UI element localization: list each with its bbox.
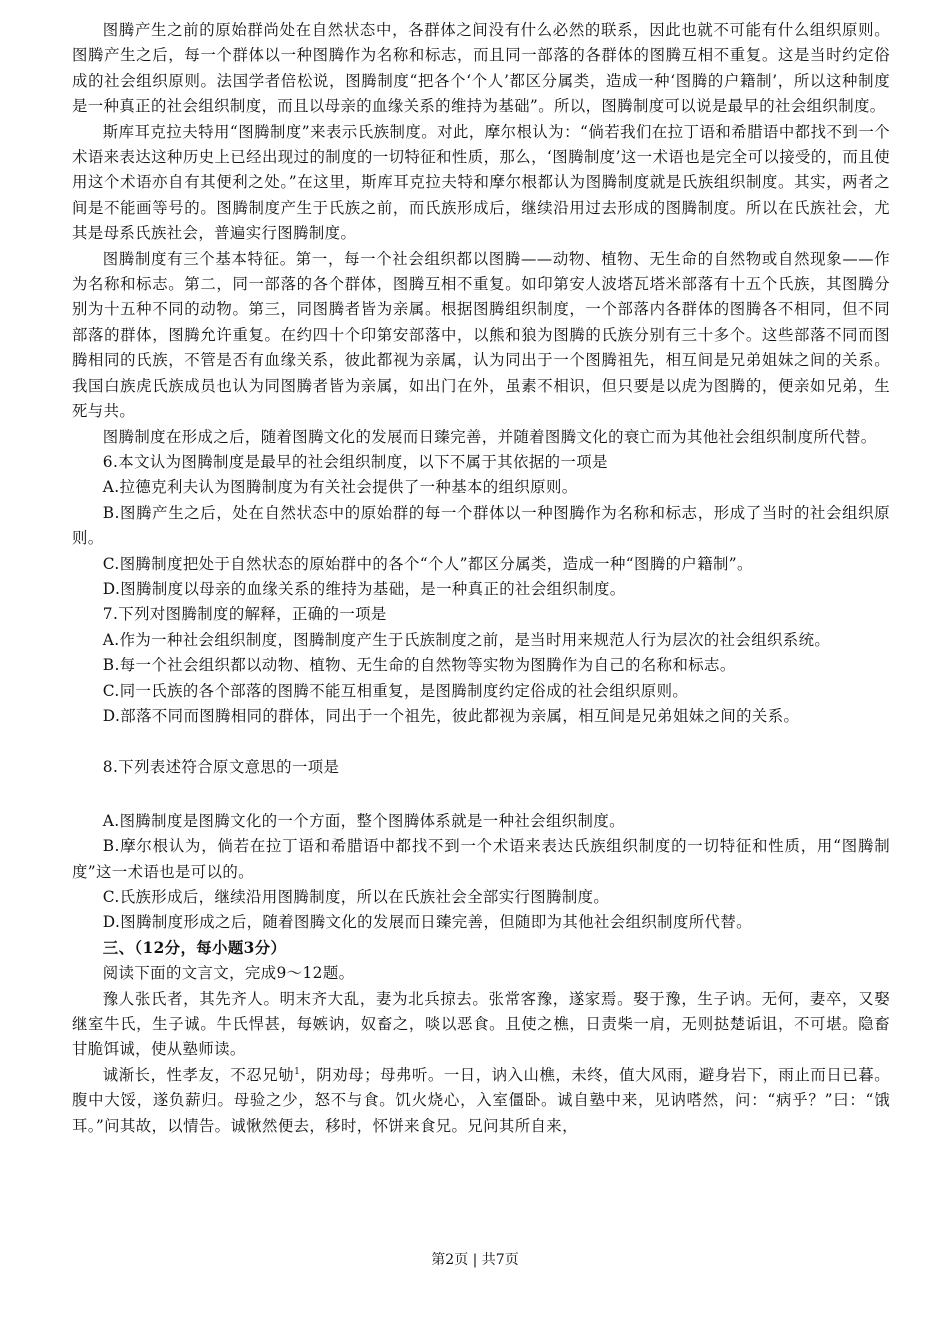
question-8-option-c: C.氏族形成后，继续沿用图腾制度，所以在氏族社会全部实行图腾制度。 — [102, 888, 610, 906]
page-footer: 第2页 | 共7页 — [431, 1252, 519, 1268]
question-7-option-d: D.部落不同而图腾相同的群体，同出于一个祖先，彼此都视为亲属，相互间是兄弟姐妹之间的关系。 — [102, 706, 800, 725]
article-paragraph-3: 图腾制度有三个基本特征。第一，每一个社会组织都以图腾——动物、植物、无生命的自然物或自然现象——作为名称和标志。第二，同一部落的各个群体，图腾互相不重复。如印第安人波塔瓦塔米部落有十五个氏族，其图腾分别为十五种不同的动物。第三，同图腾者皆为亲属。根据图腾组织制度，一个部落内各群体的图腾各不相同，但不同部落的群体，图腾允许重复。在约四十个印第安部落中，以熊和狼为图腾的氏族分别有三十多个。这些部落不同而图腾相同的氏族，不管是否有血缘关系，彼此都视为亲属，认为同出于一个图腾祖先，相互间是兄弟姐妹之间的关系。我国白族虎氏族成员也认为同图腾者皆为亲属，如出门在外，虽素不相识，但只要是以虎为图腾的，便亲如兄弟，生死与共。 — [72, 249, 890, 421]
page-content — [72, 18, 890, 1139]
article-paragraph-2: 斯库耳克拉夫特用“图腾制度”来表示氏族制度。对此，摩尔根认为：“倘若我们在拉丁语和希腊语中都找不到一个术语来表达这种历史上已经出现过的制度的一切特征和性质，那么，‘图腾制度’这一术语也是完全可以接受的，而且使用这个术语亦自有其便利之处。”在这里，斯库耳克拉夫特和摩尔根都认为图腾制度就是氏族组织制度。其实，两者之间是不能画等号的。图腾制度产生于氏族之前，而氏族形成后，继续沿用过去形成的图腾制度。所以在氏族社会，尤其是母系氏族社会，普遍实行图腾制度。 — [72, 122, 890, 243]
section-3-heading: 三、（12分，每小题3分） — [102, 938, 287, 957]
question-8-option-d: D.图腾制度形成之后，随着图腾文化的发展而日臻完善，但随即为其他社会组织制度所代替。 — [102, 913, 752, 932]
question-8-stem: 8.下列表述符合原文意思的一项是 — [102, 758, 340, 777]
classical-text-part-2: ，阴劝母；母弗听。一日，讷入山樵，未终，值大风雨，避身岩下，雨止而日已暮。腹中大馁，遂负薪归。母验之少，怒不与食。饥火烧心，入室僵卧。诚自塾中来，见讷嗒然，问：“病乎？”曰：“饿耳。”问其故，以情告。诚愀然便去，移时，怀饼来食兄。兄问其所自来， — [72, 1065, 890, 1135]
question-6-option-b: B.图腾产生之后，处在自然状态中的原始群的每一个群体以一种图腾作为名称和标志，形成了当时的社会组织原则。 — [72, 503, 890, 548]
article-paragraph-1: 图腾产生之前的原始群尚处在自然状态中，各群体之间没有什么必然的联系，因此也就不可能有什么组织原则。图腾产生之后，每一个群体以一种图腾作为名称和标志，而且同一部落的各群体的图腾互相不重复。这是当时约定俗成的社会组织原则。法国学者倍松说，图腾制度“把各个‘个人’都区分属类，造成一种‘图腾的户籍制’，所以这种制度是一种真正的社会组织制度，而且以母亲的血缘关系的维持为基础”。所以，图腾制度可以说是最早的社会组织制度。 — [72, 21, 890, 116]
question-7-option-a: A.作为一种社会组织制度，图腾制度产生于氏族制度之前，是当时用来规范人行为层次的社会组织系统。 — [102, 630, 831, 649]
question-8-option-a: A.图腾制度是图腾文化的一个方面，整个图腾体系就是一种社会组织制度。 — [102, 811, 625, 830]
question-6-option-c: C.图腾制度把处于自然状态的原始群中的各个“个人”都区分属类，造成一种“图腾的户籍制”。 — [102, 554, 753, 573]
classical-text-paragraph-1: 豫人张氏者，其先齐人。明末齐大乱，妻为北兵掠去。张常客豫，遂家焉。娶于豫，生子讷。无何，妻卒，又娶继室牛氏，生子诚。牛氏悍甚，每嫉讷，奴畜之，啖以恶食。且使之樵，日责柴一肩，无则挞楚诟诅，不可堪。隐畜甘脆饵诚，使从塾师读。 — [72, 989, 890, 1059]
question-6-stem: 6.本文认为图腾制度是最早的社会组织制度，以下不属于其依据的一项是 — [102, 452, 608, 471]
question-6-option-d: D.图腾制度以母亲的血缘关系的维持为基础，是一种真正的社会组织制度。 — [102, 579, 626, 598]
article-paragraph-4: 图腾制度在形成之后，随着图腾文化的发展而日臻完善，并随着图腾文化的衰亡而为其他社会组织制度所代替。 — [102, 427, 877, 446]
question-7-option-b: B.每一个社会组织都以动物、植物、无生命的自然物等实物为图腾作为自己的名称和标志。 — [102, 656, 736, 675]
section-3-instruction: 阅读下面的文言文，完成9～12题。 — [102, 964, 355, 983]
classical-text-part-1: 诚渐长，性孝友，不忍兄劬 — [102, 1065, 295, 1084]
footnote-marker: 1 — [294, 1066, 301, 1077]
question-6-option-a: A.拉德克利夫认为图腾制度为有关社会提供了一种基本的组织原则。 — [102, 478, 578, 497]
question-7-option-c: C.同一氏族的各个部落的图腾不能互相重复，是图腾制度约定俗成的社会组织原则。 — [102, 681, 689, 700]
question-7-stem: 7.下列对图腾制度的解释，正确的一项是 — [102, 605, 387, 624]
question-8-option-b: B.摩尔根认为，倘若在拉丁语和希腊语中都找不到一个术语来表达氏族组织制度的一切特征和性质，用“图腾制度”这一术语也是可以的。 — [72, 837, 890, 881]
classical-text-paragraph-2 — [72, 1063, 890, 1139]
